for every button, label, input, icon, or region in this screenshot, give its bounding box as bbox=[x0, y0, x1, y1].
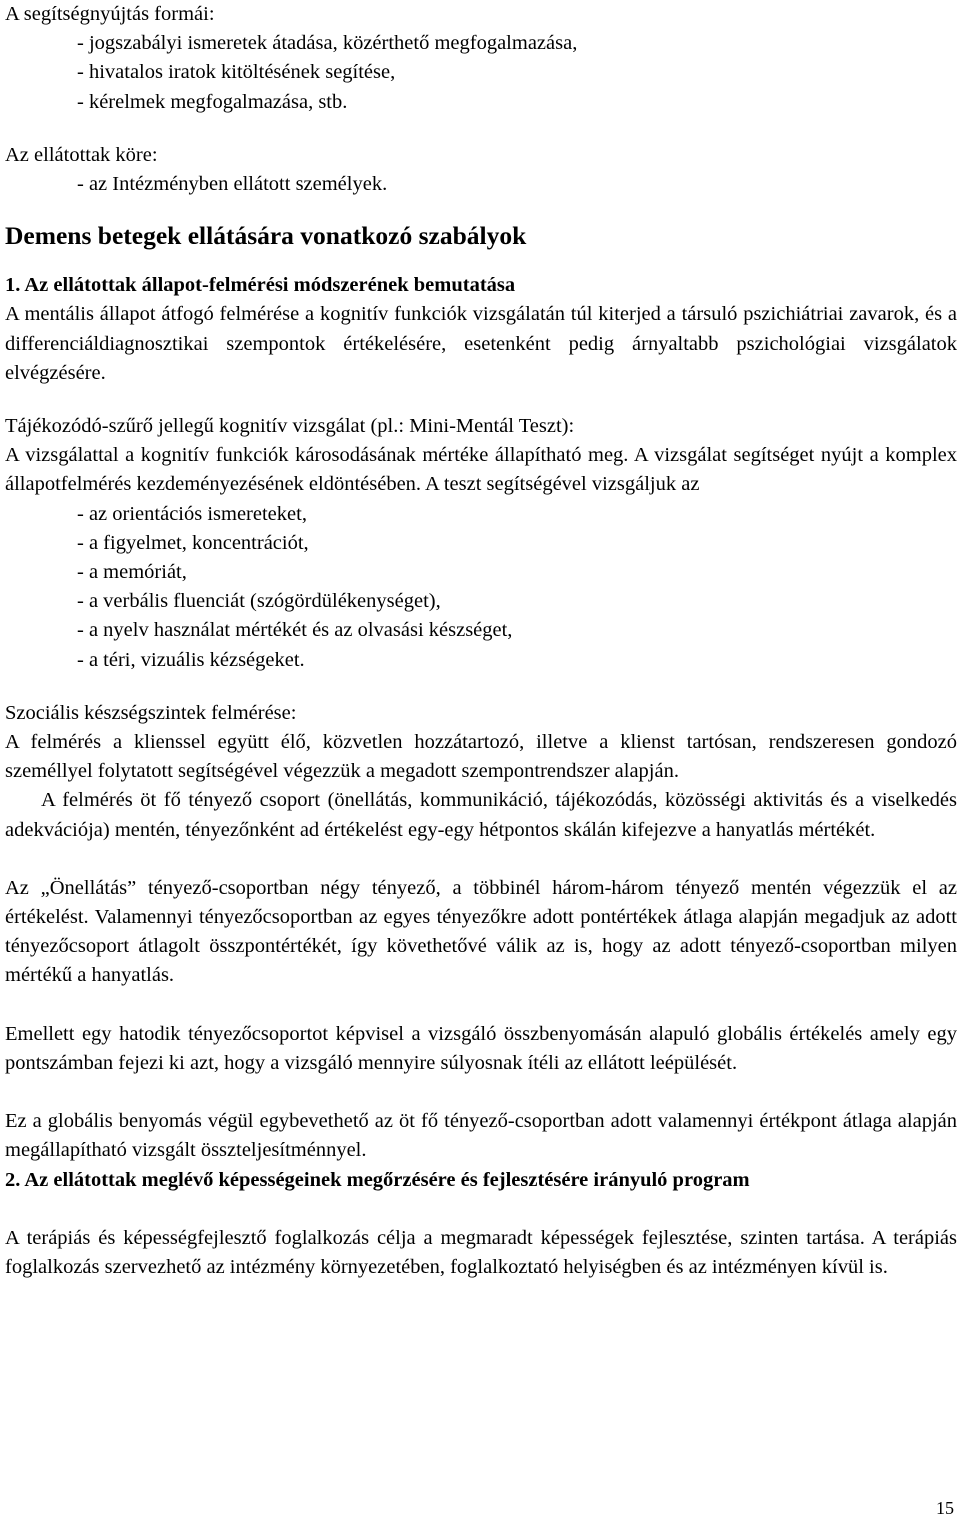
list-item: - a verbális fluenciát (szógördülékenységet), bbox=[77, 590, 441, 613]
mmse-title: Tájékozódó-szűrő jellegű kognitív vizsgálat (pl.: Mini-Mentál Teszt): bbox=[5, 415, 575, 438]
social-paragraph-1: A felmérés a klienssel együtt élő, közvetlen hozzátartozó, illetve a klienst tartósan, rendszeresen gondozó személlyel folytatott segítségével végezzük a megadott szempontrendszer alapján. bbox=[5, 731, 957, 783]
list-item: - kérelmek megfogalmazása, stb. bbox=[77, 90, 348, 113]
list-item: - a figyelmet, koncentrációt, bbox=[77, 531, 309, 554]
subsection-heading-1: 1. Az ellátottak állapot-felmérési módszerének bemutatása bbox=[5, 274, 516, 297]
social-paragraph-4: Emellett egy hatodik tényezőcsoportot képvisel a vizsgáló összbenyomásán alapuló globális értékelés amely egy pontszámban fejezi ki azt, hogy a vizsgáló mennyire súlyosnak ítéli az ellátott leépülését. bbox=[5, 1022, 957, 1074]
program-paragraph: A terápiás és képességfejlesztő foglalkozás célja a megmaradt képességek fejlesztése, szinten tartása. A terápiás foglalkozás szervezhető az intézmény környezetében, foglalkoztató helyiségben és az intézményen kívül is. bbox=[5, 1226, 957, 1278]
social-skills-title: Szociális készségszintek felmérése: bbox=[5, 701, 297, 724]
list-item: - a memóriát, bbox=[77, 561, 187, 584]
mmse-list bbox=[5, 500, 957, 675]
page-number: 15 bbox=[936, 1498, 954, 1518]
help-forms-title: A segítségnyújtás formái: bbox=[5, 3, 215, 25]
social-paragraph-5: Ez a globális benyomás végül egybevethető az öt fő tényező-csoportban adott valamennyi értékpont átlaga alapján megállapítható vizsgált összteljesítménnyel. bbox=[5, 1110, 957, 1162]
list-item: - az orientációs ismereteket, bbox=[77, 502, 307, 525]
mmse-paragraph: A vizsgálattal a kognitív funkciók károsodásának mértéke állapítható meg. A vizsgálat segítséget nyújt a komplex állapotfelmérés kezdeményezésének eldöntésében. A teszt segítségével vizsgáljuk az bbox=[5, 444, 957, 496]
list-item: - az Intézményben ellátott személyek. bbox=[77, 173, 388, 196]
help-forms-list bbox=[5, 29, 957, 117]
list-item: - a nyelv használat mértékét és az olvasási készséget, bbox=[77, 619, 513, 642]
clients-title: Az ellátottak köre: bbox=[5, 143, 158, 166]
clients-list bbox=[5, 170, 957, 199]
section-heading: Demens betegek ellátására vonatkozó szabályok bbox=[5, 221, 527, 251]
subsection-heading-2: 2. Az ellátottak meglévő képességeinek megőrzésére és fejlesztésére irányuló program bbox=[5, 1168, 750, 1191]
social-paragraph-2: A felmérés öt fő tényező csoport (önellátás, kommunikáció, tájékozódás, közösségi aktivitás és a viselkedés adekvációja) mentén, tényezőnként ad értékelést egy-egy hétpontos skálán kifejezve a hanyatlás mértékét. bbox=[5, 789, 957, 841]
assessment-paragraph: A mentális állapot átfogó felmérése a kognitív funkciók vizsgálatán túl kiterjed a társuló pszichiátriai zavarok, és a differenciáldiagnosztikai szempontok értékelésére, esetenként pedig árnyaltabb pszichológiai vizsgálatok elvégzésére. bbox=[5, 303, 957, 384]
list-item: - jogszabályi ismeretek átadása, közérthető megfogalmazása, bbox=[77, 32, 578, 55]
list-item: - a téri, vizuális kézségeket. bbox=[77, 648, 305, 671]
social-paragraph-3: Az „Önellátás” tényező-csoportban négy tényező, a többinél három-három tényező mentén végezzük el az értékelést. Valamennyi tényezőcsoportban az egyes tényezőkre adott pontértékek átlaga alapján megadjuk az adott tényezőcsoport átlagolt összpontértékét, így követhetővé válik az is, hogy az adott tényező-csoportban milyen mértékű a hanyatlás. bbox=[5, 876, 957, 987]
list-item: - hivatalos iratok kitöltésének segítése, bbox=[77, 61, 396, 84]
document-page bbox=[5, 0, 957, 1282]
